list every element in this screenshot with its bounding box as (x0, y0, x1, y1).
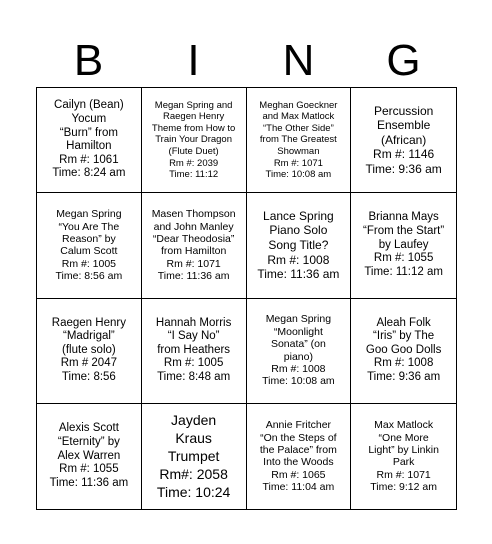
cell-text-line: “Dear Theodosia” (152, 232, 235, 245)
cell-text-line: Time: 8:56 (61, 371, 116, 384)
cell-text-line: (Flute Duet) (168, 145, 219, 157)
cell-text-line: Hamilton (66, 140, 112, 153)
bingo-grid (36, 87, 457, 510)
cell-text-line: Reason” by (62, 232, 116, 245)
bingo-cell[interactable] (142, 193, 247, 298)
cell-text-line: and John Manley (153, 220, 234, 233)
cell-text-line: Rm #: 1005 (163, 357, 224, 370)
header-letter-n: N (282, 36, 315, 85)
cell-text-line: “The Other Side” (263, 122, 334, 134)
bingo-cell[interactable] (351, 193, 456, 298)
cell-text-line: Time: 11:12 am (364, 265, 443, 278)
cell-text-line: Rm #: 1146 (373, 147, 435, 162)
cell-text-line: Megan Spring (265, 313, 332, 326)
cell-text-line: Rm #: 1008 (267, 252, 330, 267)
cell-text-line: Kraus (175, 430, 212, 447)
cell-text-line: Rm#: 2058 (159, 466, 228, 483)
cell-text-line: Time: 11:12 (169, 169, 219, 181)
cell-text-line: Train Your Dragon (155, 134, 232, 146)
cell-text-line: Light” by Linkin (368, 443, 439, 456)
cell-text-line: Hannah Morris (155, 316, 232, 329)
cell-text-line: Time: 10:08 am (262, 375, 335, 388)
cell-text-line: Theme from How to (151, 122, 236, 134)
cell-text-line: Max Matlock (374, 419, 434, 432)
bingo-cell[interactable] (37, 193, 142, 298)
cell-text-line: Rm #: 1065 (271, 468, 326, 481)
cell-text-line: Rm #: 1071 (166, 257, 221, 270)
cell-text-line: Masen Thompson (151, 208, 236, 221)
cell-text-line: (African) (380, 132, 427, 147)
cell-text-line: piano) (283, 350, 313, 363)
cell-text-line: “Moonlight (273, 325, 323, 338)
cell-text-line: Time: 11:36 am (157, 270, 230, 283)
cell-text-line: Time: 11:36 am (257, 267, 340, 282)
cell-text-line: Megan Spring (56, 208, 122, 221)
cell-text-line: Cailyn (Bean) (54, 99, 124, 112)
cell-text-line: “On the Steps of (260, 431, 337, 444)
bingo-cell[interactable] (247, 193, 352, 298)
cell-text-line: “One More (378, 431, 429, 444)
cell-text-line: Time: 8:48 am (157, 371, 231, 384)
bingo-cell[interactable] (37, 299, 142, 404)
cell-text-line: Yocum (71, 112, 107, 125)
cell-text-line: Raegen Henry (162, 111, 225, 123)
cell-text-line: from The Greatest (259, 134, 337, 146)
bingo-cell[interactable] (142, 299, 247, 404)
cell-text-line: Showman (277, 145, 320, 157)
cell-text-line: Time: 8:24 am (52, 167, 126, 180)
header-letter-g: G (386, 36, 421, 85)
cell-text-line: and Max Matlock (262, 111, 335, 123)
cell-text-line: Rm #: 1055 (59, 463, 119, 476)
cell-text-line: “From the Start” (363, 224, 445, 237)
bingo-cell[interactable] (351, 404, 456, 509)
cell-text-line: from Hamilton (160, 245, 227, 258)
cell-text-line: Trumpet (167, 448, 220, 465)
cell-text-line: “You Are The (58, 220, 120, 233)
cell-text-line: Sonata” (on (270, 338, 326, 351)
cell-text-line: Time: 9:36 am (367, 371, 441, 384)
cell-text-line: Annie Fritcher (265, 419, 332, 432)
cell-text-line: Rm #: 1005 (61, 257, 117, 270)
cell-text-line: Song Title? (268, 238, 329, 253)
cell-text-line: Rm #: 1055 (373, 252, 434, 265)
cell-text-line: Ensemble (376, 118, 431, 133)
cell-text-line: Rm #: 1071 (376, 468, 431, 481)
bingo-cell[interactable] (351, 88, 456, 193)
bingo-cell[interactable] (247, 88, 352, 193)
cell-text-line: Meghan Goeckner (259, 99, 338, 111)
cell-text-line: Jayden (171, 412, 217, 429)
cell-text-line: Time: 11:04 am (262, 481, 335, 494)
cell-text-line: Time: 9:36 am (365, 162, 442, 177)
cell-text-line: Rm #: 1071 (273, 157, 323, 169)
cell-text-line: “Iris” by The (373, 330, 435, 343)
cell-text-line: “Burn” from (59, 126, 118, 139)
cell-text-line: Time: 11:36 am (49, 476, 129, 489)
bingo-cell[interactable] (351, 299, 456, 404)
cell-text-line: Percussion (373, 103, 434, 118)
cell-text-line: Rm # 2047 (60, 357, 117, 370)
cell-text-line: Lance Spring (263, 208, 334, 223)
cell-text-line: Piano Solo (269, 223, 328, 238)
cell-text-line: Time: 10:24 (156, 484, 231, 501)
cell-text-line: Brianna Mays (368, 211, 439, 224)
cell-text-line: the Palace” from (259, 443, 337, 456)
cell-text-line: “Madrigal” (62, 330, 115, 343)
cell-text-line: Alex Warren (57, 449, 121, 462)
header-letter-b: B (73, 36, 104, 85)
cell-text-line: Raegen Henry (51, 316, 126, 329)
header-letter-i: I (187, 36, 200, 85)
bingo-cell[interactable] (142, 88, 247, 193)
cell-text-line: Rm #: 1008 (271, 363, 326, 376)
cell-text-line: Rm #: 1008 (373, 357, 434, 370)
cell-text-line: “Eternity” by (57, 435, 120, 448)
cell-text-line: Aleah Folk (376, 316, 431, 329)
cell-text-line: Megan Spring and (154, 99, 233, 111)
cell-text-line: Time: 9:12 am (370, 481, 437, 494)
bingo-cell[interactable] (37, 404, 142, 509)
bingo-cell[interactable] (247, 299, 352, 404)
cell-text-line: Into the Woods (263, 456, 334, 469)
cell-text-line: Park (392, 456, 415, 469)
cell-text-line: Rm #: 2039 (169, 157, 219, 169)
cell-text-line: Calum Scott (60, 245, 118, 258)
cell-text-line: Goo Goo Dolls (365, 343, 442, 356)
cell-text-line: Time: 8:56 am (55, 270, 123, 283)
bingo-header (36, 34, 456, 88)
cell-text-line: Time: 10:08 am (265, 169, 332, 181)
cell-text-line: (flute solo) (62, 343, 116, 356)
cell-text-line: Rm #: 1061 (59, 153, 119, 166)
cell-text-line: from Heathers (157, 343, 231, 356)
cell-text-line: Alexis Scott (58, 422, 119, 435)
cell-text-line: “I Say No” (167, 330, 220, 343)
bingo-cell[interactable] (247, 404, 352, 509)
bingo-cell[interactable] (142, 404, 247, 509)
cell-text-line: by Laufey (378, 238, 429, 251)
bingo-cell[interactable] (37, 88, 142, 193)
